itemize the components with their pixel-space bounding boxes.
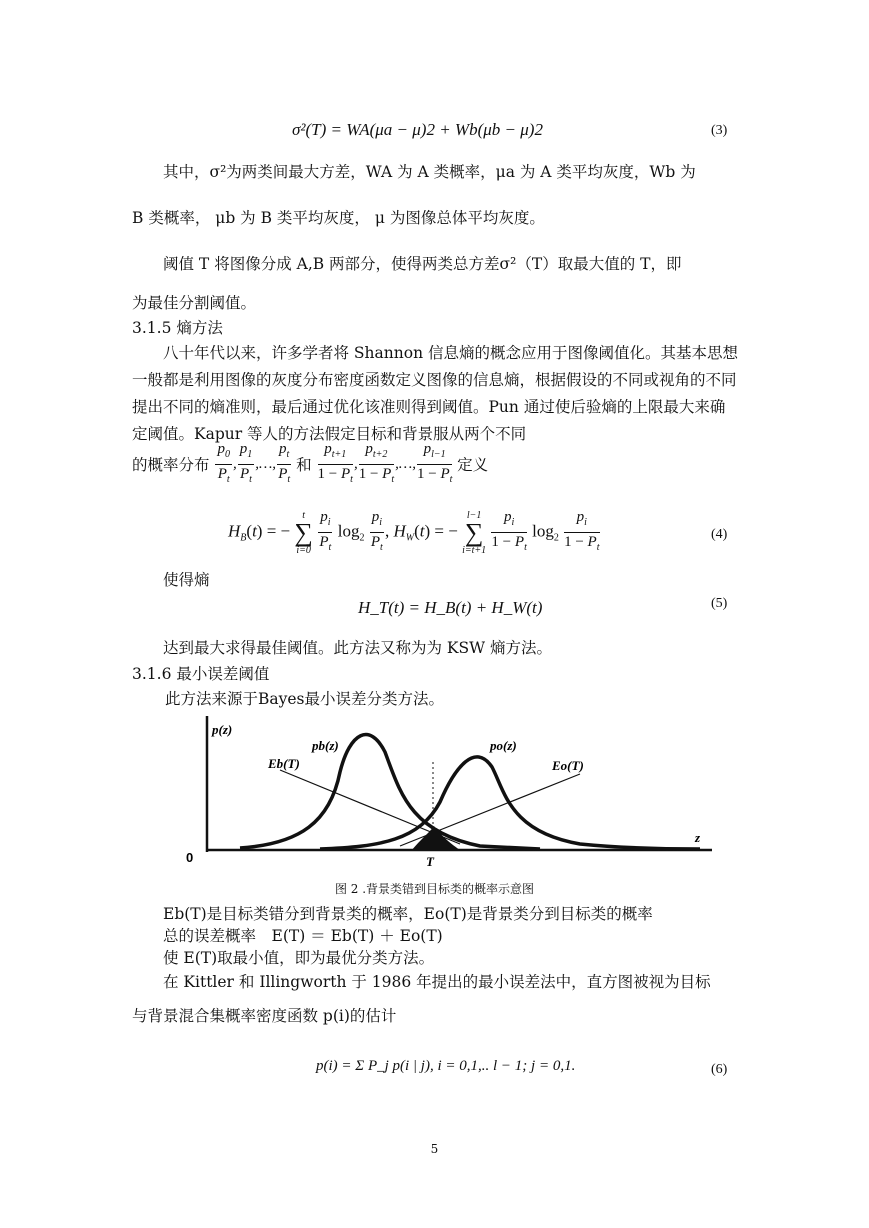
variance-line-1: 其中，σ²为两类间最大方差，WA 为 A 类概率，μa 为 A 类平均灰度，Wb 为 [163, 163, 696, 181]
equation-4: $H_B(t)$ = − t ∑ i=0 $\frac{p_i}{P_t}$ $\log_2$ $\frac{p_i}{P_t}$ , $H_W(t)$ = − l−1 ∑ i=t+1 $\frac{p_i}{1 - P_t}$ $\log_2$ $\frac{p_i}{1 - P_t}$ [228, 509, 600, 556]
threshold-line-1: 阈值 T 将图像分成 A,B 两部分，使得两类总方差σ²（T）取最大值的 T，即 [163, 255, 682, 273]
distribution-fractions-1: $\frac{p_0}{P_t}$ , $\frac{p_1}{P_t}$ ,…, $\frac{p_t}{P_t}$ [217, 441, 291, 485]
distribution-line [132, 440, 488, 489]
t-label: T [426, 854, 434, 869]
probability-figure [180, 712, 720, 872]
minimize-line: 使 E(T)取最小值，即为最优分类方法。 [163, 949, 435, 967]
kittler-line-2: 与背景混合集概率密度函数 p(i)的估计 [132, 1007, 397, 1025]
eb-eo-line: Eb(T)是目标类错分到背景类的概率，Eo(T)是背景类分到目标类的概率 [163, 905, 653, 923]
pz-label: p(z) [212, 722, 233, 737]
equation-4-number: (4) [711, 527, 728, 542]
section-3-1-6-heading: 3.1.6 最小误差阈值 [132, 665, 270, 683]
distribution-suffix: 定义 [457, 455, 489, 474]
shi-de-shang: 使得熵 [163, 571, 210, 589]
eq4-hw-symbol: H [393, 521, 406, 541]
equation-6-number: (6) [711, 1062, 728, 1077]
equation-5: H_T(t) = H_B(t) + H_W(t) [358, 598, 543, 617]
zero-label: 0 [186, 850, 194, 865]
distribution-fractions-2: $\frac{p_{t+1}}{1 - P_t}$ , $\frac{p_{t+2}}{1 - P_t}$ ,…, $\frac{p_{l-1}}{1 - P_t}$ [317, 441, 453, 485]
po-curve [320, 757, 700, 849]
kittler-line-1: 在 Kittler 和 Illingworth 于 1986 年提出的最小误差法中，直方图被视为目标 [163, 973, 711, 991]
z-label: z [695, 830, 701, 845]
distribution-and: 和 [296, 455, 312, 474]
equation-3-text: σ²(T) = WA(μa − μ)2 + Wb(μb − μ)2 [292, 120, 543, 139]
eq4-hb-symbol: H [228, 521, 241, 541]
ksw-line: 达到最大求得最佳阈值。此方法又称为为 KSW 熵方法。 [163, 639, 552, 657]
figure-caption: 图 2 .背景类错到目标类的概率示意图 [334, 882, 535, 896]
entropy-paragraph: 八十年代以来，许多学者将 Shannon 信息熵的概念应用于图像阈值化。其基本思想一般都是利用图像的灰度分布密度函数定义图像的信息熵，根据假设的不同或视角的不同提出不同的熵准则，最后通过优化该准则得到阈值。Pun 通过使后验熵的上限最大来确定阈值。Kapur 等人的方法假定目标和背景服从两个不同 [132, 344, 738, 443]
page-number: 5 [430, 1142, 439, 1156]
distribution-prefix: 的概率分布 [132, 455, 210, 474]
po-label: po(z) [490, 738, 517, 753]
pb-label: pb(z) [312, 738, 339, 753]
variance-line-2: B 类概率， μb 为 B 类平均灰度， μ 为图像总体平均灰度。 [132, 209, 545, 227]
eb-label: Eb(T) [268, 756, 300, 771]
section-3-1-5-heading: 3.1.5 熵方法 [132, 319, 223, 337]
equation-6: p(i) = Σ P_j p(i | j), i = 0,1,.. l − 1; j = 0,1. [316, 1058, 576, 1074]
equation-5-number: (5) [711, 596, 728, 611]
bayes-line: 此方法来源于Bayes最小误差分类方法。 [165, 690, 445, 708]
equation-3-number: (3) [711, 123, 728, 138]
threshold-line-2: 为最佳分割阈值。 [132, 294, 257, 312]
eo-label: Eo(T) [552, 758, 584, 773]
total-error-line: 总的误差概率 E(T) ＝ Eb(T) ＋ Eo(T) [163, 927, 443, 945]
equation-3 [292, 120, 543, 140]
